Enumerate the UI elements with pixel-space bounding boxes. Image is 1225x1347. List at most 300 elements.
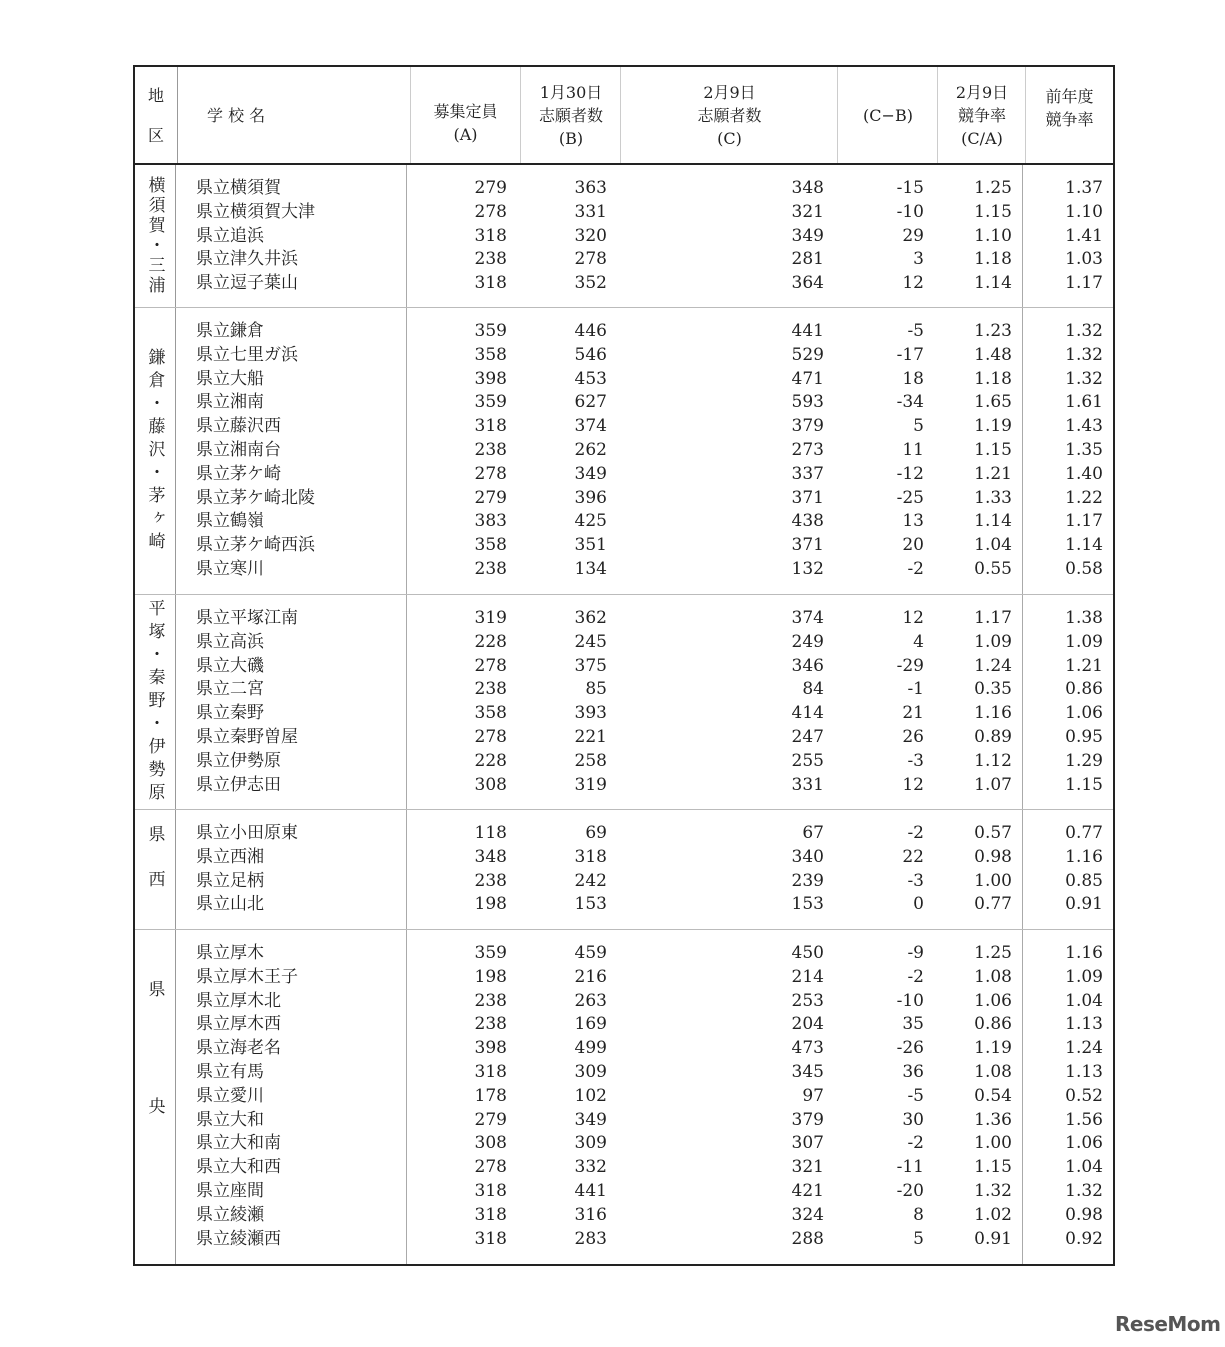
applicants-feb9-cell: 67 — [802, 823, 824, 843]
prev-year-rate-cell: 1.03 — [1065, 249, 1103, 270]
school-name-cell: 県立追浜 — [196, 225, 264, 246]
applicants-jan30-cell: 245 — [574, 631, 607, 652]
applicants-jan30-cell: 331 — [574, 201, 607, 222]
applicants-jan30-cell: 169 — [574, 1014, 607, 1035]
prev-year-rate-cell: 1.32 — [1065, 368, 1103, 389]
competition-rate-cell: 1.04 — [974, 535, 1012, 556]
competition-rate-cell: 1.32 — [974, 1180, 1012, 1201]
applicants-jan30-cell: 375 — [574, 655, 607, 676]
school-name-cell: 県立海老名 — [196, 1038, 281, 1059]
region-label: 県西 — [144, 824, 165, 915]
difference-cell: 26 — [902, 726, 924, 747]
header-region-char: 区 — [147, 125, 164, 145]
applicants-jan30-cell: 453 — [574, 368, 607, 389]
header-label: 競争率 — [1045, 110, 1094, 129]
applicants-jan30-cell: 349 — [574, 463, 607, 484]
school-name-cell: 県立鶴嶺 — [196, 511, 264, 532]
applicants-jan30-cell: 446 — [574, 321, 607, 341]
prev-year-rate-cell: 1.32 — [1065, 344, 1103, 365]
table-row — [176, 558, 1113, 582]
column-divider — [406, 810, 407, 929]
applicants-feb9-cell: 529 — [791, 344, 824, 365]
competition-rate-cell: 1.23 — [974, 321, 1012, 341]
table-row — [176, 439, 1113, 463]
capacity-cell: 358 — [474, 344, 507, 365]
difference-cell: -12 — [896, 463, 924, 484]
applicants-jan30-cell: 351 — [574, 535, 607, 556]
applicants-jan30-cell: 396 — [574, 487, 607, 508]
prev-year-rate-cell: 1.35 — [1065, 439, 1103, 460]
difference-cell: 11 — [902, 439, 924, 460]
capacity-cell: 238 — [474, 439, 507, 460]
table-row — [176, 822, 1113, 846]
prev-year-rate-cell: 1.40 — [1065, 463, 1103, 484]
column-divider — [1022, 308, 1023, 594]
difference-cell: 35 — [902, 1014, 924, 1035]
difference-cell: 8 — [913, 1204, 924, 1225]
competition-rate-cell: 1.00 — [974, 1133, 1012, 1154]
school-name-cell: 県立伊志田 — [196, 774, 281, 795]
applicants-jan30-cell: 363 — [574, 178, 607, 198]
capacity-cell: 358 — [474, 535, 507, 556]
table-row — [176, 320, 1113, 344]
school-name-cell: 県立山北 — [196, 894, 264, 915]
school-name-cell: 県立厚木 — [196, 943, 264, 963]
difference-cell: 13 — [902, 511, 924, 532]
applicants-feb9-cell: 471 — [791, 368, 824, 389]
column-divider — [406, 308, 407, 594]
header-label: 学 校 名 — [207, 105, 266, 125]
prev-year-rate-cell: 1.37 — [1065, 178, 1103, 198]
region-group — [135, 810, 1113, 930]
capacity-cell: 228 — [474, 631, 507, 652]
applicants-feb9-cell: 349 — [791, 225, 824, 246]
school-name-cell: 県立横須賀 — [196, 178, 281, 198]
difference-cell: -11 — [896, 1157, 924, 1178]
table-row — [176, 487, 1113, 511]
school-name-cell: 県立茅ケ崎 — [196, 463, 281, 484]
competition-rate-cell: 0.54 — [974, 1085, 1012, 1106]
difference-cell: 22 — [902, 846, 924, 867]
table-row — [176, 463, 1113, 487]
column-divider — [1022, 165, 1023, 307]
applicants-jan30-cell: 318 — [574, 846, 607, 867]
entrance-exam-table — [133, 65, 1115, 1266]
school-name-cell: 県立西湘 — [196, 846, 264, 867]
table-row — [176, 1037, 1113, 1061]
applicants-feb9-cell: 371 — [791, 535, 824, 556]
applicants-jan30-cell: 242 — [574, 870, 607, 891]
region-label: 横須賀・三浦 — [144, 176, 165, 296]
table-row — [176, 846, 1113, 870]
capacity-cell: 278 — [474, 655, 507, 676]
applicants-jan30-cell: 153 — [574, 894, 607, 915]
capacity-cell: 358 — [474, 703, 507, 724]
applicants-jan30-cell: 102 — [574, 1085, 607, 1106]
prev-year-rate-cell: 0.58 — [1065, 558, 1103, 579]
competition-rate-cell: 1.17 — [974, 608, 1012, 628]
header-capacity — [410, 67, 520, 163]
capacity-cell: 279 — [474, 178, 507, 198]
difference-cell: -1 — [907, 679, 924, 700]
applicants-feb9-cell: 345 — [791, 1061, 824, 1082]
difference-cell: -17 — [896, 344, 924, 365]
competition-rate-cell: 1.15 — [974, 201, 1012, 222]
competition-rate-cell: 1.33 — [974, 487, 1012, 508]
capacity-cell: 228 — [474, 750, 507, 771]
school-name-cell: 県立寒川 — [196, 558, 264, 579]
capacity-cell: 359 — [474, 321, 507, 341]
table-row — [176, 1156, 1113, 1180]
capacity-cell: 278 — [474, 201, 507, 222]
capacity-cell: 278 — [474, 726, 507, 747]
difference-cell: -20 — [896, 1180, 924, 1201]
competition-rate-cell: 0.98 — [974, 846, 1012, 867]
difference-cell: -5 — [907, 321, 924, 341]
column-divider — [406, 930, 407, 1264]
table-row — [176, 942, 1113, 966]
difference-cell: 5 — [913, 416, 924, 437]
school-name-cell: 県立愛川 — [196, 1085, 264, 1106]
applicants-feb9-cell: 593 — [791, 392, 824, 413]
prev-year-rate-cell: 1.06 — [1065, 1133, 1103, 1154]
region-cell — [135, 810, 176, 929]
school-name-cell: 県立茅ケ崎西浜 — [196, 535, 315, 556]
region-cell — [135, 595, 176, 809]
capacity-cell: 318 — [474, 1180, 507, 1201]
competition-rate-cell: 0.91 — [974, 1228, 1012, 1249]
applicants-jan30-cell: 441 — [574, 1180, 607, 1201]
competition-rate-cell: 1.07 — [974, 774, 1012, 795]
difference-cell: 12 — [902, 608, 924, 628]
applicants-feb9-cell: 364 — [791, 273, 824, 294]
prev-year-rate-cell: 1.56 — [1065, 1109, 1103, 1130]
difference-cell: -10 — [896, 990, 924, 1011]
school-name-cell: 県立厚木北 — [196, 990, 281, 1011]
table-row — [176, 1204, 1113, 1228]
applicants-feb9-cell: 97 — [802, 1085, 824, 1106]
prev-year-rate-cell: 0.86 — [1065, 679, 1103, 700]
difference-cell: -26 — [896, 1038, 924, 1059]
column-divider — [406, 595, 407, 809]
applicants-jan30-cell: 283 — [574, 1228, 607, 1249]
capacity-cell: 318 — [474, 1228, 507, 1249]
difference-cell: 36 — [902, 1061, 924, 1082]
applicants-feb9-cell: 421 — [791, 1180, 824, 1201]
header-label: (A) — [453, 125, 478, 144]
applicants-feb9-cell: 132 — [791, 558, 824, 579]
school-name-cell: 県立七里ガ浜 — [196, 344, 298, 365]
table-row — [176, 1061, 1113, 1085]
table-row — [176, 1013, 1113, 1037]
competition-rate-cell: 1.14 — [974, 511, 1012, 532]
table-row — [176, 272, 1113, 296]
table-row — [176, 391, 1113, 415]
applicants-feb9-cell: 324 — [791, 1204, 824, 1225]
table-row — [176, 415, 1113, 439]
difference-cell: -2 — [907, 558, 924, 579]
capacity-cell: 318 — [474, 1061, 507, 1082]
prev-year-rate-cell: 1.16 — [1065, 846, 1103, 867]
difference-cell: 3 — [913, 249, 924, 270]
competition-rate-cell: 1.08 — [974, 1061, 1012, 1082]
difference-cell: 12 — [902, 774, 924, 795]
difference-cell: -3 — [907, 870, 924, 891]
prev-year-rate-cell: 1.09 — [1065, 631, 1103, 652]
header-label: 1月30日 — [539, 82, 603, 102]
table-row — [176, 678, 1113, 702]
difference-cell: -34 — [896, 392, 924, 413]
competition-rate-cell: 1.36 — [974, 1109, 1012, 1130]
column-divider — [1022, 930, 1023, 1264]
difference-cell: 12 — [902, 273, 924, 294]
table-row — [176, 966, 1113, 990]
prev-year-rate-cell: 1.04 — [1065, 990, 1103, 1011]
capacity-cell: 178 — [474, 1085, 507, 1106]
header-prev-rate — [1025, 67, 1113, 163]
header-label: (B) — [558, 128, 584, 148]
prev-year-rate-cell: 0.77 — [1065, 823, 1103, 843]
header-rate — [937, 67, 1026, 163]
header-difference — [837, 67, 938, 163]
school-name-cell: 県立厚木王子 — [196, 966, 298, 987]
applicants-jan30-cell: 262 — [574, 439, 607, 460]
school-name-cell: 県立伊勢原 — [196, 750, 281, 771]
school-name-cell: 県立高浜 — [196, 631, 264, 652]
applicants-jan30-cell: 85 — [585, 679, 607, 700]
applicants-feb9-cell: 414 — [791, 703, 824, 724]
capacity-cell: 318 — [474, 225, 507, 246]
difference-cell: -15 — [896, 178, 924, 198]
capacity-cell: 308 — [474, 774, 507, 795]
prev-year-rate-cell: 1.06 — [1065, 703, 1103, 724]
capacity-cell: 318 — [474, 1204, 507, 1225]
applicants-jan30-cell: 278 — [574, 249, 607, 270]
school-name-cell: 県立綾瀬 — [196, 1204, 264, 1225]
prev-year-rate-cell: 1.22 — [1065, 487, 1103, 508]
school-name-cell: 県立藤沢西 — [196, 416, 281, 437]
applicants-jan30-cell: 393 — [574, 703, 607, 724]
applicants-feb9-cell: 321 — [791, 1157, 824, 1178]
capacity-cell: 308 — [474, 1133, 507, 1154]
competition-rate-cell: 1.16 — [974, 703, 1012, 724]
table-body — [135, 165, 1113, 1264]
competition-rate-cell: 1.19 — [974, 1038, 1012, 1059]
header-region — [135, 67, 178, 163]
header-label: (C/A) — [961, 128, 1003, 148]
applicants-feb9-cell: 84 — [802, 679, 824, 700]
competition-rate-cell: 1.21 — [974, 463, 1012, 484]
competition-rate-cell: 1.00 — [974, 870, 1012, 891]
difference-cell: 21 — [902, 703, 924, 724]
header-label: 志願者数 — [697, 105, 762, 125]
school-name-cell: 県立大和 — [196, 1109, 264, 1130]
table-row — [176, 655, 1113, 679]
capacity-cell: 238 — [474, 679, 507, 700]
header-label: (C) — [717, 128, 742, 148]
capacity-cell: 278 — [474, 1157, 507, 1178]
capacity-cell: 238 — [474, 990, 507, 1011]
applicants-jan30-cell: 332 — [574, 1157, 607, 1178]
capacity-cell: 359 — [474, 392, 507, 413]
table-row — [176, 1109, 1113, 1133]
competition-rate-cell: 1.19 — [974, 416, 1012, 437]
prev-year-rate-cell: 0.52 — [1065, 1085, 1103, 1106]
table-row — [176, 702, 1113, 726]
school-name-cell: 県立秦野 — [196, 703, 264, 724]
applicants-feb9-cell: 281 — [791, 249, 824, 270]
school-name-cell: 県立秦野曽屋 — [196, 726, 298, 747]
region-label: 平塚・秦野・伊勢原 — [144, 598, 165, 806]
resemom-logo: ReseMom — [1115, 1312, 1221, 1336]
table-row — [176, 870, 1113, 894]
difference-cell: 30 — [902, 1109, 924, 1130]
applicants-feb9-cell: 346 — [791, 655, 824, 676]
prev-year-rate-cell: 1.17 — [1065, 511, 1103, 532]
table-row — [176, 248, 1113, 272]
difference-cell: -25 — [896, 487, 924, 508]
school-name-cell: 県立有馬 — [196, 1061, 264, 1082]
applicants-feb9-cell: 321 — [791, 201, 824, 222]
table-row — [176, 1132, 1113, 1156]
applicants-feb9-cell: 450 — [791, 943, 824, 963]
table-header — [135, 67, 1113, 165]
capacity-cell: 398 — [474, 368, 507, 389]
school-name-cell: 県立厚木西 — [196, 1014, 281, 1035]
applicants-feb9-cell: 340 — [791, 846, 824, 867]
competition-rate-cell: 1.10 — [974, 225, 1012, 246]
capacity-cell: 238 — [474, 249, 507, 270]
prev-year-rate-cell: 1.29 — [1065, 750, 1103, 771]
competition-rate-cell: 1.65 — [974, 392, 1012, 413]
difference-cell: 5 — [913, 1228, 924, 1249]
prev-year-rate-cell: 1.09 — [1065, 966, 1103, 987]
difference-cell: 29 — [902, 225, 924, 246]
header-label: 志願者数 — [538, 105, 603, 125]
applicants-feb9-cell: 307 — [791, 1133, 824, 1154]
competition-rate-cell: 1.14 — [974, 273, 1012, 294]
competition-rate-cell: 1.06 — [974, 990, 1012, 1011]
capacity-cell: 318 — [474, 273, 507, 294]
region-cell — [135, 308, 176, 594]
applicants-jan30-cell: 69 — [585, 823, 607, 843]
applicants-feb9-cell: 273 — [791, 439, 824, 460]
applicants-feb9-cell: 473 — [791, 1038, 824, 1059]
difference-cell: -3 — [907, 750, 924, 771]
competition-rate-cell: 0.57 — [974, 823, 1012, 843]
applicants-jan30-cell: 459 — [574, 943, 607, 963]
table-row — [176, 225, 1113, 249]
competition-rate-cell: 1.24 — [974, 655, 1012, 676]
region-group — [135, 165, 1113, 308]
header-label: (C−B) — [863, 105, 913, 125]
applicants-jan30-cell: 320 — [574, 225, 607, 246]
difference-cell: -2 — [907, 1133, 924, 1154]
prev-year-rate-cell: 1.13 — [1065, 1061, 1103, 1082]
applicants-feb9-cell: 253 — [791, 990, 824, 1011]
applicants-jan30-cell: 309 — [574, 1133, 607, 1154]
header-label: 募集定員 — [433, 102, 498, 121]
applicants-feb9-cell: 438 — [791, 511, 824, 532]
header-label: 2月9日 — [703, 82, 756, 102]
difference-cell: -29 — [896, 655, 924, 676]
applicants-jan30-cell: 134 — [574, 558, 607, 579]
applicants-jan30-cell: 362 — [574, 608, 607, 628]
applicants-feb9-cell: 153 — [791, 894, 824, 915]
header-label: 2月9日 — [955, 82, 1009, 102]
region-label: 鎌倉・藤沢・茅ヶ崎 — [144, 347, 165, 555]
prev-year-rate-cell: 1.38 — [1065, 608, 1103, 628]
capacity-cell: 279 — [474, 487, 507, 508]
prev-year-rate-cell: 0.92 — [1065, 1228, 1103, 1249]
applicants-jan30-cell: 499 — [574, 1038, 607, 1059]
competition-rate-cell: 1.02 — [974, 1204, 1012, 1225]
applicants-jan30-cell: 221 — [574, 726, 607, 747]
prev-year-rate-cell: 1.43 — [1065, 416, 1103, 437]
header-region-char: 地 — [147, 85, 164, 105]
competition-rate-cell: 0.35 — [974, 679, 1012, 700]
table-row — [176, 1085, 1113, 1109]
prev-year-rate-cell: 1.32 — [1065, 1180, 1103, 1201]
region-group — [135, 595, 1113, 810]
prev-year-rate-cell: 1.16 — [1065, 943, 1103, 963]
capacity-cell: 278 — [474, 463, 507, 484]
applicants-feb9-cell: 379 — [791, 416, 824, 437]
header-applicants-c — [620, 67, 838, 163]
table-row — [176, 344, 1113, 368]
school-name-cell: 県立小田原東 — [196, 823, 298, 843]
difference-cell: -2 — [907, 823, 924, 843]
applicants-feb9-cell: 379 — [791, 1109, 824, 1130]
applicants-feb9-cell: 441 — [791, 321, 824, 341]
competition-rate-cell: 0.86 — [974, 1014, 1012, 1035]
competition-rate-cell: 1.18 — [974, 249, 1012, 270]
competition-rate-cell: 1.15 — [974, 1157, 1012, 1178]
prev-year-rate-cell: 1.15 — [1065, 774, 1103, 795]
table-row — [176, 750, 1113, 774]
school-name-cell: 県立足柄 — [196, 870, 264, 891]
school-name-cell: 県立大和西 — [196, 1157, 281, 1178]
applicants-feb9-cell: 204 — [791, 1014, 824, 1035]
table-row — [176, 893, 1113, 917]
competition-rate-cell: 1.48 — [974, 344, 1012, 365]
competition-rate-cell: 1.25 — [974, 178, 1012, 198]
prev-year-rate-cell: 1.17 — [1065, 273, 1103, 294]
table-row — [176, 726, 1113, 750]
capacity-cell: 348 — [474, 846, 507, 867]
prev-year-rate-cell: 1.14 — [1065, 535, 1103, 556]
prev-year-rate-cell: 1.04 — [1065, 1157, 1103, 1178]
applicants-feb9-cell: 337 — [791, 463, 824, 484]
applicants-jan30-cell: 263 — [574, 990, 607, 1011]
column-divider — [406, 165, 407, 307]
region-cell — [135, 930, 176, 1264]
applicants-feb9-cell: 214 — [791, 966, 824, 987]
region-group — [135, 308, 1113, 595]
region-label: 県央 — [144, 980, 165, 1214]
applicants-feb9-cell: 239 — [791, 870, 824, 891]
difference-cell: 0 — [913, 894, 924, 915]
difference-cell: 20 — [902, 535, 924, 556]
prev-year-rate-cell: 1.10 — [1065, 201, 1103, 222]
capacity-cell: 118 — [474, 823, 507, 843]
capacity-cell: 318 — [474, 416, 507, 437]
prev-year-rate-cell: 0.95 — [1065, 726, 1103, 747]
capacity-cell: 238 — [474, 870, 507, 891]
capacity-cell: 398 — [474, 1038, 507, 1059]
table-row — [176, 510, 1113, 534]
prev-year-rate-cell: 1.24 — [1065, 1038, 1103, 1059]
